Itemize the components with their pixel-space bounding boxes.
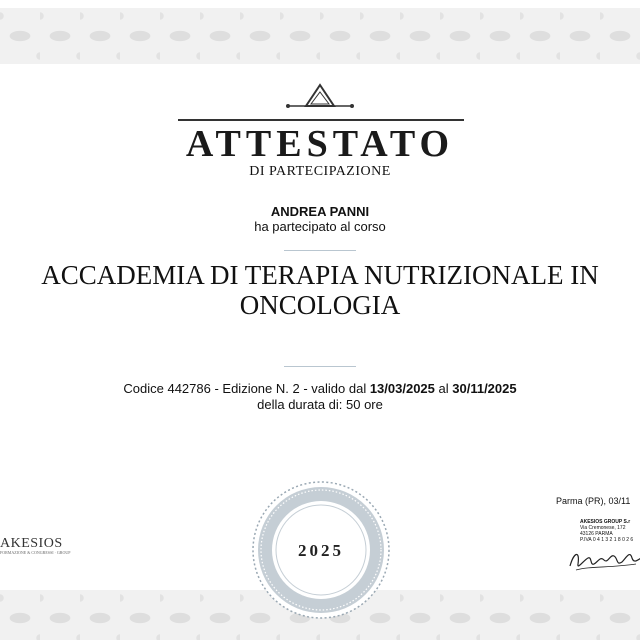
divider-top — [284, 250, 356, 251]
certificate-subtitle: DI PARTECIPAZIONE — [249, 164, 391, 179]
date-separator: al — [434, 381, 453, 396]
course-title: ACCADEMIA DI TERAPIA NUTRIZIONALE IN ONCOLOGIA — [41, 260, 599, 320]
course-code-text: Codice 442786 - Edizione N. 2 - valido dal — [123, 381, 370, 396]
title-rule — [178, 119, 464, 121]
validity-line — [0, 381, 640, 397]
course-details — [0, 381, 640, 413]
valid-from-date: 13/03/2025 — [369, 381, 435, 396]
place-date: Parma (PR), 03/11 — [556, 496, 631, 506]
participation-text: ha partecipato al corso — [254, 219, 386, 234]
divider-bottom — [284, 366, 356, 367]
decorative-band-top — [0, 8, 640, 64]
certificate-title: ATTESTATO — [185, 123, 455, 165]
triangle-ornament-icon — [284, 82, 356, 112]
valid-to-date: 30/11/2025 — [452, 381, 517, 396]
issuer-company: AKESIOS GROUP S.r — [580, 519, 631, 525]
duration-text: della durata di: 50 ore — [257, 397, 383, 412]
signature-icon — [566, 540, 640, 576]
issuer-vat: P.IVA 0 4 1 3 2 1 8 0 2 6 — [580, 537, 634, 543]
issuer-address-1: Via Cremonese, 172 — [580, 525, 626, 531]
participant-name: ANDREA PANNI — [270, 204, 370, 219]
logo-name: AKESIOS — [0, 536, 63, 551]
issuer-address-2: 43126 PARMA — [580, 531, 613, 537]
seal-year: 2025 — [298, 541, 344, 560]
akesios-logo — [0, 536, 84, 555]
seal-badge — [251, 480, 391, 620]
logo-tagline: FORMAZIONE & CONGRESSI · GROUP — [0, 550, 71, 555]
